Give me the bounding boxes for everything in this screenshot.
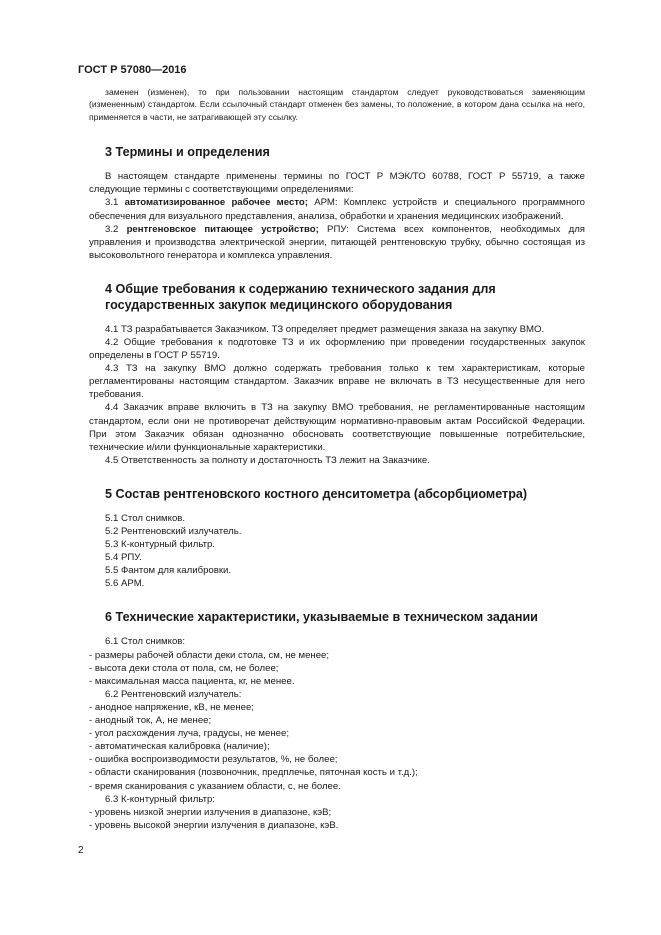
list-item: - анодный ток, А, не менее; xyxy=(89,715,212,727)
list-item: 5.4 РПУ. xyxy=(105,552,142,564)
term-3-1 xyxy=(89,196,585,222)
list-item: - автоматическая калибровка (наличие); xyxy=(89,741,270,753)
page-number: 2 xyxy=(78,845,84,856)
clause-4-1: 4.1 ТЗ разрабатывается Заказчиком. ТЗ определяет предмет размещения заказа на закупку ВМО. xyxy=(105,323,545,335)
clause-4-4: 4.4 Заказчик вправе включить в ТЗ на закупку ВМО требования, не регламентированные настоящим стандартом, если они не противоречат действующим нормативно-правовым актам Российской Федерации. При этом Заказчик обязан однозначно обосновать соответствующие повышенные потребительские, технические и/или функциональные характеристики. xyxy=(89,402,585,453)
list-item: 5.2 Рентгеновский излучатель. xyxy=(105,526,242,537)
section-6-title: 6 Технические характеристики, указываемые в техническом задании xyxy=(105,610,538,625)
list-item: - уровень высокой энергии излучения в диапазоне, кэВ. xyxy=(89,819,339,831)
term-definition: РПУ: Система всех компонентов, необходимых для управления и производства электрической энергии, питающей рентгеновскую трубку, обычно состоящая из высоковольтного генератора и комплекса управления. xyxy=(89,223,586,261)
section-3-title: 3 Термины и определения xyxy=(105,145,270,160)
term-definition: АРМ: Комплекс устройств и специального программного обеспечения для визуального представления, анализа, обработки и хранения медицинских изображений. xyxy=(89,197,585,222)
clause-4-2: 4.2 Общие требования к подготовке ТЗ и их оформлению при проведении государственных закупок определены в ГОСТ Р 55719. xyxy=(89,336,585,362)
list-item: - максимальная масса пациента, кг, не менее. xyxy=(89,675,295,687)
clause-4-5: 4.5 Ответственность за полноту и достаточность ТЗ лежит на Заказчике. xyxy=(105,454,430,466)
term-number: 3.1 xyxy=(105,197,125,209)
intro-paragraph: заменен (изменен), то при пользовании настоящим стандартом следует руководствоваться заменяющим (измененным) стандартом. Если ссылочный стандарт отменен без замены, то положение, в котором дана ссылка на него, применяется в части, не затрагивающей эту ссылку. xyxy=(89,87,585,122)
list-item: 5.3 К-контурный фильтр. xyxy=(105,539,215,551)
section-3-paragraph: В настоящем стандарте применены термины по ГОСТ Р МЭК/ТО 60788, ГОСТ Р 55719, а также следующие термины с соответствующими определениями: xyxy=(89,171,585,196)
list-item: - время сканирования с указанием области, с, не более. xyxy=(89,780,341,792)
list-item: 5.5 Фантом для калибровки. xyxy=(105,565,232,577)
list-item: 5.6 АРМ. xyxy=(105,578,145,590)
page-content xyxy=(89,86,585,832)
subsection-heading: 6.2 Рентгеновский излучатель: xyxy=(105,688,242,700)
list-item: - анодное напряжение, кВ, не менее; xyxy=(89,701,254,713)
list-item: - высота деки стола от пола, см, не более; xyxy=(89,662,279,674)
list-item: - угол расхождения луча, градусы, не менее; xyxy=(89,728,289,740)
term-3-2 xyxy=(89,223,585,262)
section-5-title: 5 Состав рентгеновского костного денситометра (абсорбциометра) xyxy=(105,486,528,501)
subsection-heading: 6.1 Стол снимков: xyxy=(105,636,186,648)
list-item: - уровень низкой энергии излучения в диапазоне, кэВ; xyxy=(89,806,332,818)
section-4-title: 4 Общие требования к содержанию технического задания для государственных закупок медицинского оборудования xyxy=(105,281,496,312)
subsection-heading: 6.3 К-контурный фильтр: xyxy=(105,793,215,805)
list-item: - ошибка воспроизводимости результатов, %, не более; xyxy=(89,754,338,766)
standard-header: ГОСТ Р 57080—2016 xyxy=(78,64,187,76)
term-number: 3.2 xyxy=(105,223,127,235)
list-item: 5.1 Стол снимков. xyxy=(105,512,186,524)
clause-4-3: 4.3 ТЗ на закупку ВМО должно содержать требования только к тем характеристикам, которые регламентированы настоящим стандартом. Заказчик вправе не включать в ТЗ несущественные для него требования. xyxy=(89,363,585,401)
term-name: автоматизированное рабочее место; xyxy=(124,197,308,209)
term-name: рентгеновское питающее устройство; xyxy=(126,223,319,235)
list-item: - размеры рабочей области деки стола, см, не менее; xyxy=(89,649,330,661)
list-item: - области сканирования (позвоночник, предплечье, пяточная кость и т.д.); xyxy=(89,767,418,779)
